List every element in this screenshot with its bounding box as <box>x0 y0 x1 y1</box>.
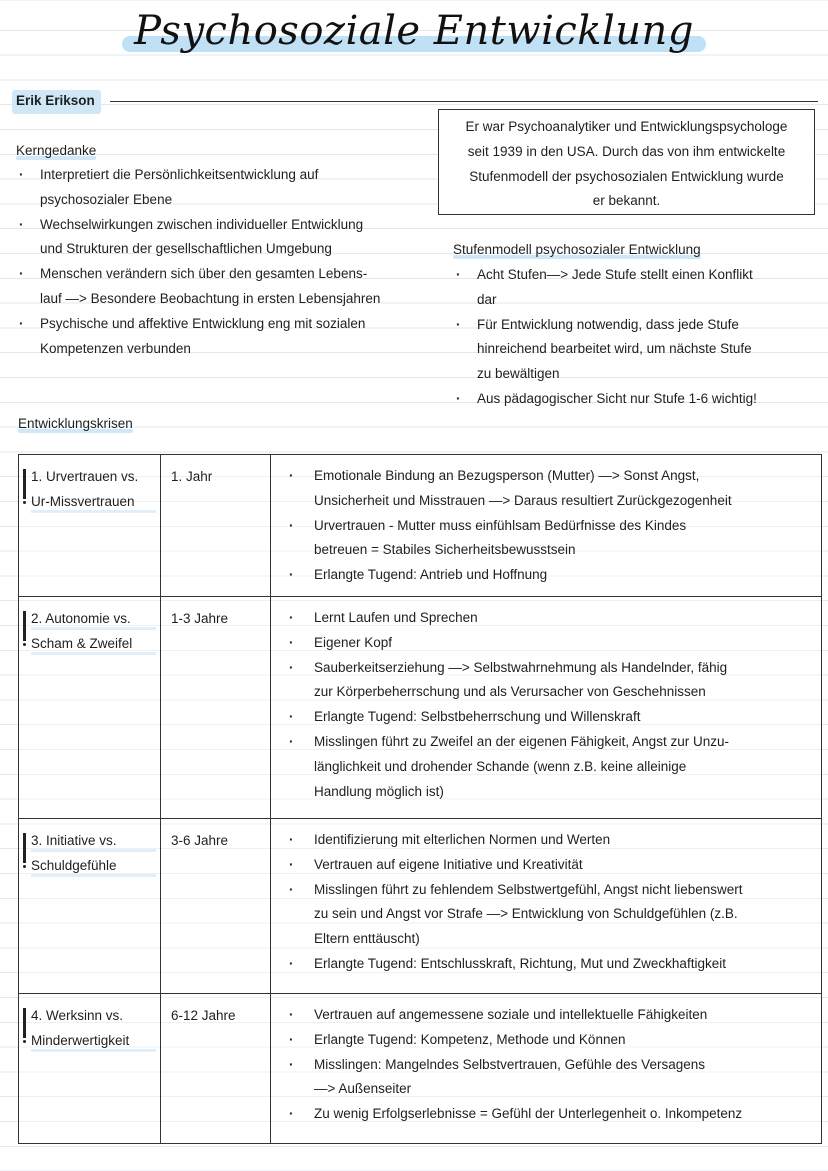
table-row <box>19 818 822 993</box>
list-item: · Erlangte Tugend: Selbstbeherrschung und Willenskraft <box>271 705 821 730</box>
points-cell <box>271 455 822 597</box>
list-item: · Vertrauen auf angemessene soziale und intellektuelle Fähigkeiten <box>271 1003 821 1028</box>
stage-name-cell: 2. Autonomie vs. Scham & Zweifel <box>19 596 161 818</box>
list-item: · Emotionale Bindung an Bezugsperson (Mutter) —> Sonst Angst, Unsicherheit und Misstrauen —> Daraus resultiert Zurückgezogenheit <box>271 464 821 514</box>
core-heading: Kerngedanke <box>16 143 97 158</box>
exclamation-dot <box>23 865 26 868</box>
stage-model-item: · Aus pädagogischer Sicht nur Stufe 1-6 wichtig! <box>453 387 823 412</box>
bio-box: Er war Psychoanalytiker und Entwicklungspsychologe seit 1939 in den USA. Durch das von ihm entwickelte Stufenmodell der psychosozialen Entwicklung wurde er bekannt. <box>438 109 815 215</box>
page-title <box>122 8 706 54</box>
exclamation-icon <box>23 833 26 863</box>
title-area <box>0 8 828 54</box>
age-cell: 1-3 Jahre <box>161 596 271 818</box>
points-cell <box>271 818 822 993</box>
list-item: · Sauberkeitserziehung —> Selbstwahrnehmung als Handelnder, fähig zur Körperbeherrschung und als Verursacher von Geschehnissen <box>271 656 821 706</box>
age-cell: 3-6 Jahre <box>161 818 271 993</box>
list-item: · Misslingen führt zu Zweifel an der eigenen Fähigkeit, Angst zur Unzu- länglichkeit und drohender Schande (wenn z.B. keine alleinige Handlung möglich ist) <box>271 730 821 804</box>
core-item: · Interpretiert die Persönlichkeitsentwicklung auf psychosozialer Ebene <box>16 163 436 213</box>
list-item: · Misslingen führt zu fehlendem Selbstwertgefühl, Angst nicht liebenswert zu sein und Angst vor Strafe —> Entwicklung von Schuldgefühlen (z.B. Eltern enttäuscht) <box>271 878 821 952</box>
list-item: · Vertrauen auf eigene Initiative und Kreativität <box>271 853 821 878</box>
core-item: · Psychische und affektive Entwicklung eng mit sozialen Kompetenzen verbunden <box>16 312 436 362</box>
section-heading <box>16 93 95 108</box>
stage-model-list <box>453 263 823 412</box>
core-item: · Wechselwirkungen zwischen individueller Entwicklung und Strukturen der gesellschaftlichen Umgebung <box>16 213 436 263</box>
stage-model-item: · Acht Stufen—> Jede Stufe stellt einen Konflikt dar <box>453 263 823 313</box>
exclamation-icon <box>23 1008 26 1038</box>
table-row <box>19 993 822 1143</box>
core-item: · Menschen verändern sich über den gesamten Lebens- lauf —> Besondere Beobachtung in ersten Lebensjahren <box>16 262 436 312</box>
age-cell: 1. Jahr <box>161 455 271 597</box>
points-cell <box>271 993 822 1143</box>
list-item: · Zu wenig Erfolgserlebnisse = Gefühl der Unterlegenheit o. Inkompetenz <box>271 1102 821 1127</box>
exclamation-dot <box>23 1040 26 1043</box>
stage-model-item: · Für Entwicklung notwendig, dass jede Stufe hinreichend bearbeitet wird, um nächste Stufe zu bewältigen <box>453 313 823 387</box>
points-cell <box>271 596 822 818</box>
table-row <box>19 455 822 597</box>
exclamation-dot <box>23 643 26 646</box>
section-heading-text: Erik Erikson <box>16 93 95 108</box>
list-item: · Eigener Kopf <box>271 631 821 656</box>
list-item: · Erlangte Tugend: Entschlusskraft, Richtung, Mut und Zweckhaftigkeit <box>271 952 821 977</box>
age-cell: 6-12 Jahre <box>161 993 271 1143</box>
page-title-text: Psychosoziale Entwicklung <box>134 8 694 54</box>
crises-heading: Entwicklungskrisen <box>18 416 133 431</box>
exclamation-icon <box>23 611 26 641</box>
list-item: · Erlangte Tugend: Antrieb und Hoffnung <box>271 563 821 588</box>
list-item: · Misslingen: Mangelndes Selbstvertrauen, Gefühle des Versagens —> Außenseiter <box>271 1053 821 1103</box>
stage-model-heading: Stufenmodell psychosozialer Entwicklung <box>453 242 701 257</box>
exclamation-dot <box>23 501 26 504</box>
list-item: · Identifizierung mit elterlichen Normen und Werten <box>271 828 821 853</box>
exclamation-icon <box>23 469 26 499</box>
stage-name-cell: 4. Werksinn vs. Minderwertigkeit <box>19 993 161 1143</box>
table-row <box>19 596 822 818</box>
list-item: · Erlangte Tugend: Kompetenz, Methode und Können <box>271 1028 821 1053</box>
core-list <box>16 163 436 361</box>
list-item: · Urvertrauen - Mutter muss einfühlsam Bedürfnisse des Kindes betreuen = Stabiles Sicherheitsbewusstsein <box>271 514 821 564</box>
list-item: · Lernt Laufen und Sprechen <box>271 606 821 631</box>
heading-rule <box>110 101 818 102</box>
stage-name-cell: 1. Urvertrauen vs. Ur-Missvertrauen <box>19 455 161 597</box>
stage-name-cell: 3. Initiative vs. Schuldgefühle <box>19 818 161 993</box>
crises-table <box>18 454 822 1144</box>
